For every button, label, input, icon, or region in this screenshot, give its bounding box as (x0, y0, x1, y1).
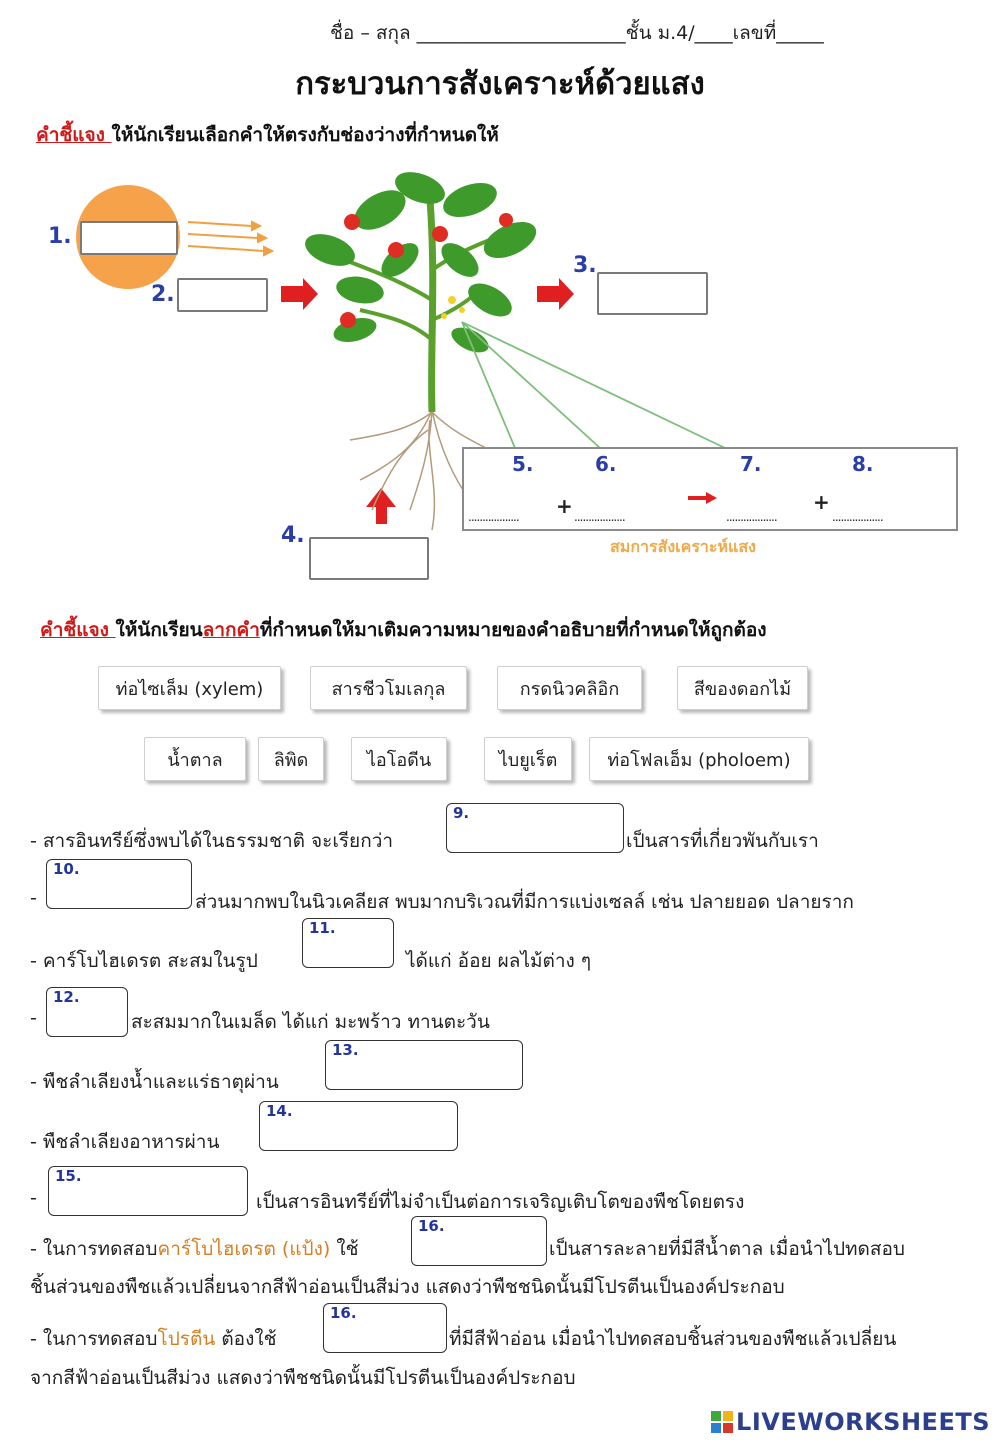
word-chip-biomolecule[interactable]: สารชีวโมเลกุล (310, 666, 467, 710)
question-13-pre: - พืชลำเลียงน้ำและแร่ธาตุผ่าน (30, 1071, 279, 1093)
answer-15-number: 15. (55, 1167, 82, 1185)
answer-15-dropzone[interactable] (48, 1166, 248, 1216)
answer-13-number: 13. (332, 1041, 359, 1059)
photosynthesis-diagram (0, 150, 1000, 590)
question-14-pre: - พืชลำเลียงอาหารผ่าน (30, 1131, 220, 1153)
instruction-1-text: ให้นักเรียนเลือกคำให้ตรงกับช่องว่างที่กำหนดให้ (111, 124, 499, 146)
label-3: 3. (573, 253, 597, 278)
label-4: 4. (281, 523, 305, 548)
question-16b-line1 (30, 1324, 277, 1354)
page-title: กระบวนการสังเคราะห์ด้วยแสง (295, 66, 705, 102)
blank-2-input[interactable] (177, 278, 268, 312)
question-12-pre: - (30, 1007, 37, 1029)
label-2: 2. (151, 282, 175, 307)
question-16b-pre: - ในการทดสอบ (30, 1328, 158, 1350)
answer-13-dropzone[interactable] (325, 1040, 523, 1090)
instruction-2-pre: ให้นักเรียน (115, 619, 203, 641)
question-16a-pre: - ในการทดสอบ (30, 1238, 158, 1260)
question-16a-post: เป็นสารละลายที่มีสีน้ำตาล เมื่อนำไปทดสอบ (549, 1238, 905, 1260)
instruction-1 (36, 120, 499, 150)
question-12-post: สะสมมากในเมล็ด ได้แก่ มะพร้าว ทานตะวัน (131, 1011, 490, 1033)
question-11-pre: - คาร์โบไฮเดรต สะสมในรูป (30, 950, 258, 972)
liveworksheets-logo (711, 1408, 990, 1436)
answer-9-number: 9. (453, 804, 470, 822)
blank-1-input[interactable] (80, 221, 178, 255)
word-chip-sugar[interactable]: น้ำตาล (144, 737, 246, 781)
answer-12-dropzone[interactable] (46, 987, 128, 1037)
word-chip-xylem[interactable]: ท่อไซเล็ม (xylem) (98, 666, 281, 710)
question-16a-line1 (30, 1234, 359, 1264)
question-16b-orange: โปรตีน (157, 1328, 216, 1350)
light-rays (188, 222, 272, 255)
blank-7-dots[interactable]: .................. (726, 510, 777, 524)
plus-sign-2: + (813, 490, 830, 514)
student-info-line: ชื่อ – สกุล ______________________ชั้น ม.4/____เลขที่_____ (330, 22, 824, 44)
question-16a-mid: ใช้ (330, 1238, 359, 1260)
answer-12-number: 12. (53, 988, 80, 1006)
instruction-1-label: คำชี้แจง (36, 124, 112, 146)
word-chip-nucleic-acid[interactable]: กรดนิวคลิอิก (497, 666, 642, 710)
blank-5-dots[interactable]: .................. (468, 510, 519, 524)
connector-lines (462, 322, 725, 448)
instruction-2 (40, 615, 767, 645)
blank-4-input[interactable] (309, 537, 429, 580)
answer-11-dropzone[interactable] (302, 918, 394, 968)
question-15-post: เป็นสารอินทรีย์ที่ไม่จำเป็นต่อการเจริญเติบโตของพืชโดยตรง (256, 1191, 745, 1213)
answer-16a-number: 16. (418, 1217, 445, 1235)
answer-14-number: 14. (266, 1102, 293, 1120)
arrow-up-icon (366, 488, 396, 524)
instruction-2-drag: ลากคำ (202, 619, 260, 641)
answer-10-number: 10. (53, 860, 80, 878)
arrow-in-icon (281, 278, 318, 310)
blank-8-dots[interactable]: .................. (832, 510, 883, 524)
word-chip-iodine[interactable]: ไอโอดีน (351, 737, 447, 781)
label-7: 7. (740, 452, 762, 476)
question-16a-orange: คาร์โบไฮเดรต (แป้ง) (157, 1238, 331, 1260)
blank-3-input[interactable] (597, 272, 708, 315)
blank-6-dots[interactable]: .................. (574, 510, 625, 524)
label-5: 5. (512, 452, 534, 476)
question-16b-line2: จากสีฟ้าอ่อนเป็นสีม่วง แสดงว่าพืชชนิดนั้นมีโปรตีนเป็นองค์ประกอบ (30, 1367, 576, 1389)
question-9-post: เป็นสารที่เกี่ยวพันกับเรา (626, 830, 819, 852)
question-16b-mid: ต้องใช้ (215, 1328, 277, 1350)
liveworksheets-brand: LIVEWORKSHEETS (736, 1408, 990, 1436)
answer-16b-number: 16. (330, 1304, 357, 1322)
liveworksheets-logo-icon (711, 1411, 733, 1433)
answer-11-number: 11. (309, 919, 336, 937)
question-9-pre: - สารอินทรีย์ซึ่งพบได้ในธรรมชาติ จะเรียกว่า (30, 830, 394, 852)
answer-14-dropzone[interactable] (259, 1101, 458, 1151)
question-16b-post: ที่มีสีฟ้าอ่อน เมื่อนำไปทดสอบชิ้นส่วนของพืชแล้วเปลี่ยน (449, 1328, 897, 1350)
label-1: 1. (48, 224, 72, 249)
word-chip-biuret[interactable]: ไบยูเร็ต (484, 737, 572, 781)
equation-caption: สมการสังเคราะห์แสง (610, 537, 756, 556)
answer-16a-dropzone[interactable] (411, 1216, 547, 1266)
plus-sign-1: + (556, 494, 573, 518)
label-8: 8. (852, 452, 874, 476)
answer-9-dropzone[interactable] (446, 803, 624, 853)
word-chip-lipid[interactable]: ลิพิด (258, 737, 324, 781)
plant-leaves (301, 166, 542, 358)
answer-16b-dropzone[interactable] (323, 1303, 447, 1353)
instruction-2-label: คำชี้แจง (40, 619, 116, 641)
word-chip-phloem[interactable]: ท่อโฟลเอ็ม (pholoem) (589, 737, 809, 781)
question-10-pre: - (30, 887, 37, 909)
question-16a-line2: ชิ้นส่วนของพืชแล้วเปลี่ยนจากสีฟ้าอ่อนเป็นสีม่วง แสดงว่าพืชชนิดนั้นมีโปรตีนเป็นองค์ประกอบ (30, 1276, 785, 1298)
arrow-out-icon (537, 278, 574, 310)
question-10-post: ส่วนมากพบในนิวเคลียส พบมากบริเวณที่มีการแบ่งเซลล์ เช่น ปลายยอด ปลายราก (195, 891, 854, 913)
answer-10-dropzone[interactable] (46, 859, 192, 909)
question-15-pre: - (30, 1187, 37, 1209)
instruction-2-post: ที่กำหนดให้มาเติมความหมายของคำอธิบายที่กำหนดให้ถูกต้อง (259, 619, 767, 641)
word-chip-flower-color[interactable]: สีของดอกไม้ (677, 666, 808, 710)
label-6: 6. (595, 452, 617, 476)
question-11-post: ได้แก่ อ้อย ผลไม้ต่าง ๆ (406, 950, 592, 972)
